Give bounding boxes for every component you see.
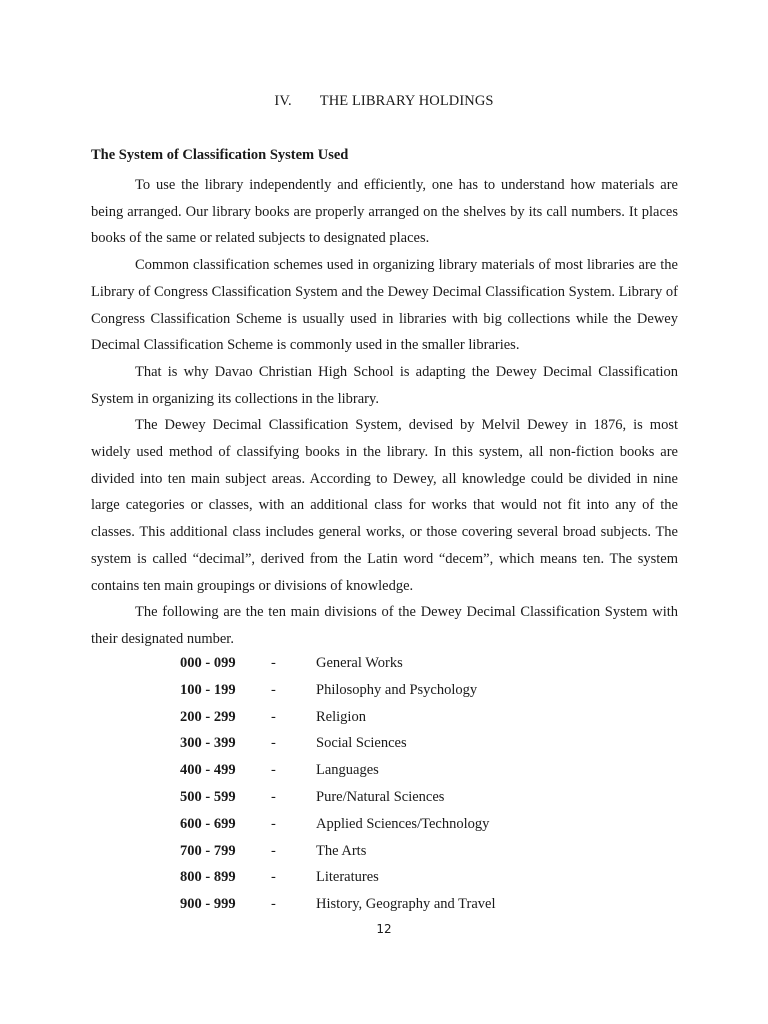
division-row [180,784,600,811]
division-subject: Languages [316,762,379,779]
paragraph: Common classification schemes used in organizing library materials of most libraries are the Library of Congress Classification System and the Dewey Decimal Classification System. Library of Congress Classification Scheme is usually used in libraries with big collections while the Dewey Decimal Classification Scheme is commonly used in the smaller libraries. [91,257,678,354]
division-dash: - [271,681,276,698]
division-dash: - [271,896,276,913]
division-dash: - [271,655,276,671]
division-range: 800 - 899 [180,869,236,886]
division-subject: Religion [316,708,366,725]
division-dash: - [271,842,276,859]
division-row [180,650,600,677]
division-row [180,677,600,704]
body-text [91,172,678,653]
division-subject: General Works [316,655,403,671]
division-row [180,838,600,865]
division-range: 100 - 199 [180,681,236,698]
division-subject: Pure/Natural Sciences [316,788,445,805]
division-subject: Social Sciences [316,735,407,752]
division-row [180,704,600,731]
division-range: 200 - 299 [180,708,236,725]
division-dash: - [271,815,276,832]
division-range: 500 - 599 [180,788,236,805]
paragraph: The following are the ten main divisions of the Dewey Decimal Classification System with their designated number. [91,604,678,647]
division-row [180,730,600,757]
division-range: 600 - 699 [180,815,236,832]
section-number: IV. [274,93,292,109]
division-row [180,757,600,784]
paragraph: The Dewey Decimal Classification System, devised by Melvil Dewey in 1876, is most widely used method of classifying books in the library. In this system, all non-fiction books are divided into ten main subject areas. According to Dewey, all knowledge could be divided in nine large categories or classes, with an additional class for works that would not fit into any of the classes. This additional class includes general works, or those covering several broad subjects. The system is called “decimal”, derived from the Latin word “decem”, which means ten. The system contains ten main groupings or divisions of knowledge. [91,417,678,594]
division-dash: - [271,869,276,886]
division-subject: Philosophy and Psychology [316,681,478,698]
division-dash: - [271,788,276,805]
division-subject: The Arts [316,842,367,859]
division-range: 000 - 099 [180,655,236,671]
page-number: 12 [376,922,392,936]
paragraph: That is why Davao Christian High School is adapting the Dewey Decimal Classification System in organizing its collections in the library. [91,363,678,407]
division-range: 700 - 799 [180,842,236,859]
division-dash: - [271,762,276,779]
division-dash: - [271,708,276,725]
division-subject: Literatures [316,869,379,886]
division-row [180,864,600,891]
division-row [180,811,600,838]
paragraph: To use the library independently and efficiently, one has to understand how materials are being arranged. Our library books are properly arranged on the shelves by its call numbers. It places books of the same or related subjects to designated places. [91,177,678,247]
division-range: 400 - 499 [180,762,236,779]
division-row [180,891,600,918]
division-subject: Applied Sciences/Technology [316,815,490,832]
division-range: 900 - 999 [180,896,236,913]
division-dash: - [271,735,276,752]
subsection-heading: The System of Classification System Used [91,147,349,163]
section-heading [0,93,768,110]
division-range: 300 - 399 [180,735,236,752]
dewey-divisions-list [180,650,600,918]
section-title: THE LIBRARY HOLDINGS [319,93,494,109]
division-subject: History, Geography and Travel [316,896,496,913]
